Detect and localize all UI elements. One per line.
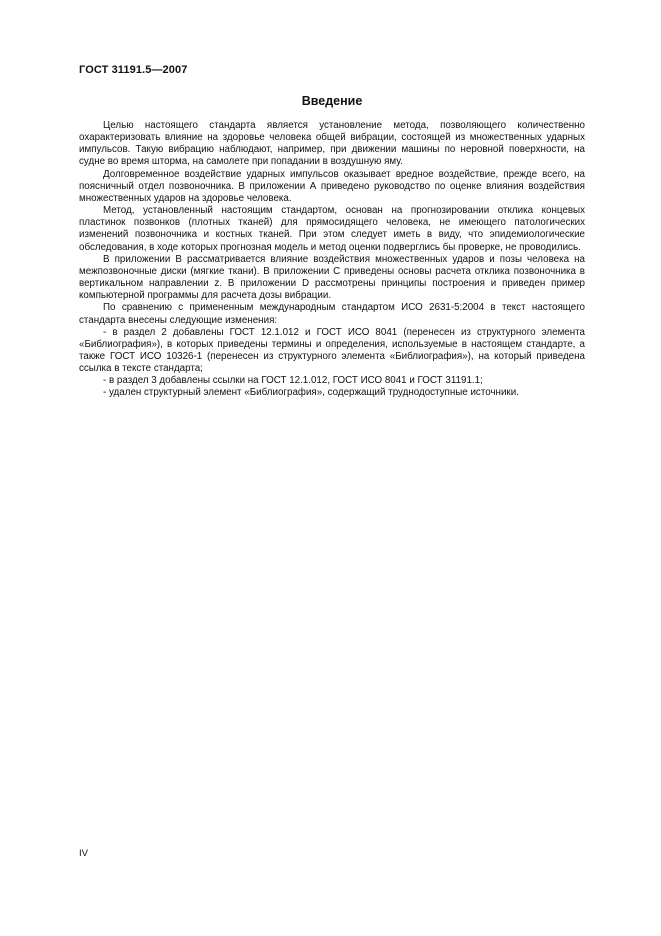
paragraph: В приложении В рассматривается влияние воздействия множественных ударов и позы человека на межпозвоночные диски (мягкие ткани). В приложении С приведены основы расчета отклика позвоночника в вертикальном направлении z. В приложении D рассмотрены принципы построения и приведен пример компьютерной программы для расчета дозы вибрации. (79, 253, 585, 302)
document-header: ГОСТ 31191.5—2007 (79, 64, 188, 76)
list-item: - в раздел 3 добавлены ссылки на ГОСТ 12.1.012, ГОСТ ИСО 8041 и ГОСТ 31191.1; (103, 375, 483, 387)
page-number: IV (79, 848, 88, 859)
paragraph: По сравнению с примененным международным стандартом ИСО 2631-5:2004 в текст настоящего стандарта внесены следующие изменения: (79, 302, 585, 326)
paragraph: Долговременное воздействие ударных импульсов оказывает вредное воздействие, прежде всего, на поясничный отдел позвоночника. В приложении А приведено руководство по оценке влияния воздействия множественных ударов на здоровье человека. (79, 168, 585, 204)
document-body (79, 120, 585, 400)
list-item: - удален структурный элемент «Библиография», содержащий труднодоступные источники. (103, 387, 519, 399)
section-title: Введение (301, 94, 363, 108)
list-item: - в раздел 2 добавлены ГОСТ 12.1.012 и ГОСТ ИСО 8041 (перенесен из структурного элемента «Библиография»), в которых приведены термины и определения, используемые в настоящем стандарте, а также ГОСТ ИСО 10326-1 (перенесен из структурного элемента «Библиография»), на который приведена ссылка в тексте стандарта; (79, 326, 585, 375)
paragraph: Целью настоящего стандарта является установление метода, позволяющего количественно охарактеризовать влияние на здоровье человека общей вибрации, состоящей из множественных ударных импульсов. Такую вибрацию наблюдают, например, при движении машины по неровной поверхности, на судне во время шторма, на самолете при попадании в воздушную яму. (79, 120, 585, 168)
paragraph: Метод, установленный настоящим стандартом, основан на прогнозировании отклика концевых пластинок позвонков (плотных тканей) для прямосидящего человека, не имеющего патологических изменений позвоночника и костных тканей. При этом следует иметь в виду, что эпидемиологические обследования, в ходе которых прогнозная модель и метод оценки подверглись бы проверке, не проводились. (79, 205, 585, 253)
